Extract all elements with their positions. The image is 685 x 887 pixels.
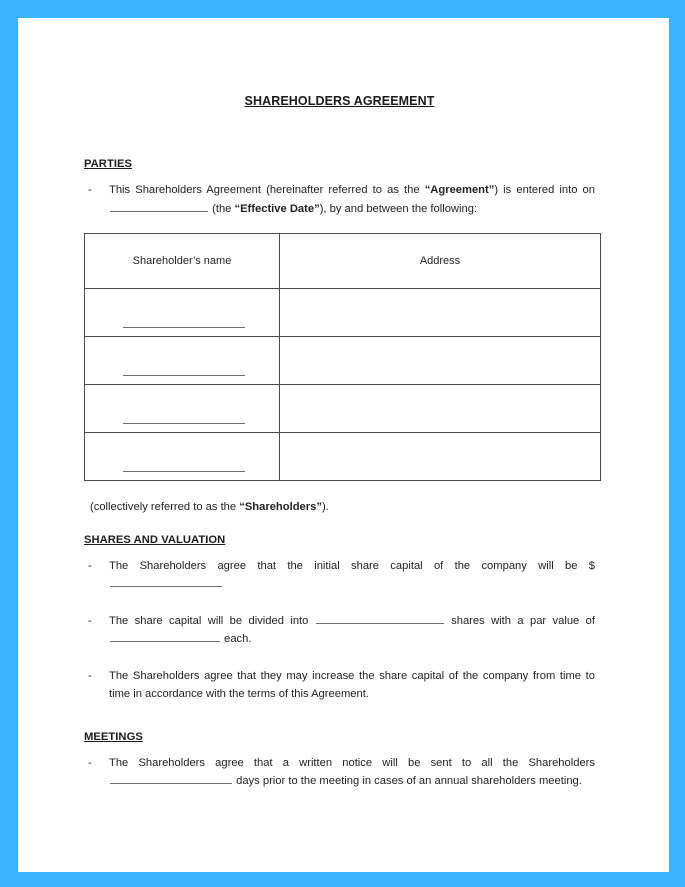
table-row: [85, 433, 601, 481]
bullet-dash-icon: -: [88, 756, 92, 769]
number-of-shares-blank[interactable]: [316, 612, 444, 624]
parties-table: [84, 233, 601, 481]
document-body: [84, 18, 595, 791]
cell-shareholder-name[interactable]: [85, 289, 280, 337]
cell-address[interactable]: [280, 385, 601, 433]
cell-shareholder-name[interactable]: [85, 433, 280, 481]
shares-item-1: [84, 557, 595, 594]
bullet-dash-icon: -: [88, 184, 92, 196]
shares-item-3-text: The Shareholders agree that they may increase the share capital of the company from time to time in accordance with the terms of this Agreement.: [109, 669, 595, 700]
shareholder-name-blank[interactable]: [123, 327, 245, 328]
bullet-dash-icon: -: [88, 559, 92, 572]
table-row: [85, 337, 601, 385]
parties-intro-text-3: (the: [212, 202, 235, 215]
column-header-shareholder-name: Shareholder’s name: [85, 234, 280, 289]
table-header-row: [85, 234, 601, 289]
collective-text-1: (collectively referred to as the: [90, 501, 240, 513]
cell-address[interactable]: [280, 289, 601, 337]
shares-item-2-text-3: each.: [221, 633, 252, 645]
table-row: [85, 385, 601, 433]
section-heading-shares-and-valuation: SHARES AND VALUATION: [84, 533, 226, 546]
cell-shareholder-name[interactable]: [85, 337, 280, 385]
shareholder-name-blank[interactable]: [123, 423, 245, 424]
shareholder-name-blank[interactable]: [123, 471, 245, 472]
document-page: [18, 18, 669, 872]
section-heading-parties: PARTIES: [84, 158, 133, 170]
column-header-address: Address: [280, 234, 601, 289]
cell-address[interactable]: [280, 433, 601, 481]
collective-reference-line: [84, 498, 595, 517]
shares-item-2-text-1: The share capital will be divided into: [109, 614, 315, 627]
effective-date-blank[interactable]: [110, 200, 208, 212]
section-heading-meetings: MEETINGS: [84, 730, 143, 743]
initial-share-capital-blank[interactable]: [110, 575, 222, 587]
parties-intro-text-4: ), by and between the following:: [319, 202, 478, 215]
meetings-item-1-text-2: days prior to the meeting in cases of an annual shareholders meeting.: [233, 775, 582, 787]
shareholder-name-blank[interactable]: [123, 375, 245, 376]
agreement-term: “Agreement”: [424, 184, 495, 196]
shares-item-1-text: The Shareholders agree that the initial share capital of the company will be $: [109, 559, 595, 572]
bullet-dash-icon: -: [88, 669, 92, 682]
collective-text-2: ).: [321, 501, 329, 513]
table-row: [85, 289, 601, 337]
page-title: SHAREHOLDERS AGREEMENT: [244, 94, 435, 108]
shares-item-2-text-2: shares with a par value of: [444, 614, 595, 627]
bullet-dash-icon: -: [88, 614, 92, 627]
notice-days-blank[interactable]: [110, 772, 232, 784]
shareholders-term: “Shareholders”: [239, 501, 322, 513]
meetings-item-1-text-1: The Shareholders agree that a written notice will be sent to all the Shareholders: [109, 756, 595, 769]
meetings-item-1: [84, 754, 595, 791]
par-value-blank[interactable]: [110, 630, 220, 642]
cell-shareholder-name[interactable]: [85, 385, 280, 433]
parties-intro-text-2: ) is entered into on: [494, 184, 595, 196]
shares-item-3: [84, 667, 595, 704]
parties-intro-text-1: This Shareholders Agreement (hereinafter referred to as the: [109, 184, 425, 196]
cell-address[interactable]: [280, 337, 601, 385]
parties-intro-paragraph: [84, 181, 595, 218]
effective-date-term: “Effective Date”: [234, 202, 320, 215]
shares-item-2: [84, 612, 595, 649]
